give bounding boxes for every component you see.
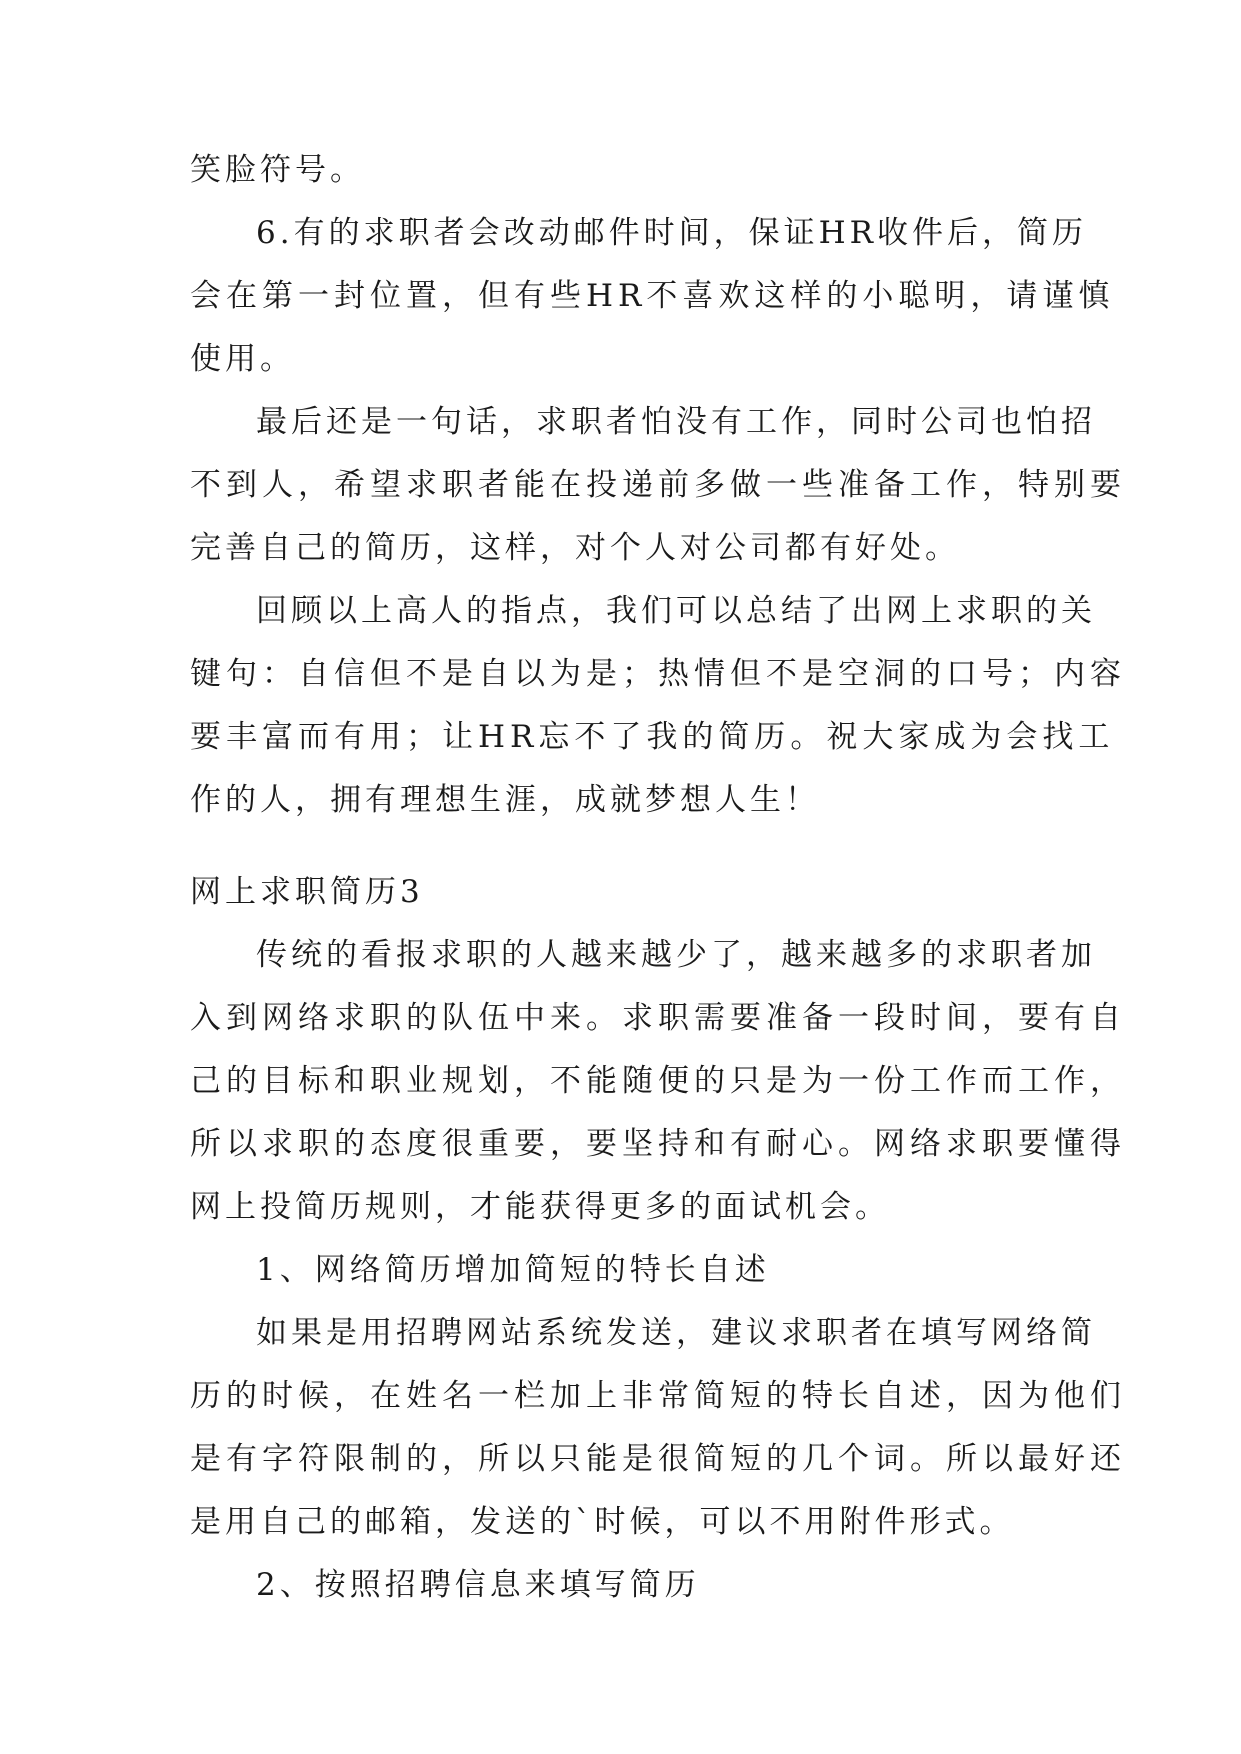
- text-line: 不到人，希望求职者能在投递前多做一些准备工作，特别要: [190, 467, 1126, 503]
- text-line: 使用。: [190, 341, 295, 377]
- text-line: 完善自己的简历，这样，对个人对公司都有好处。: [190, 530, 960, 566]
- text-line: 传统的看报求职的人越来越少了，越来越多的求职者加: [256, 937, 1096, 973]
- section-heading: 网上求职简历3: [190, 874, 424, 910]
- text-line: 所以求职的态度很重要，要坚持和有耐心。网络求职要懂得: [190, 1126, 1126, 1162]
- text-line: 历的时候，在姓名一栏加上非常简短的特长自述，因为他们: [190, 1378, 1126, 1414]
- text-line: 是有字符限制的，所以只能是很简短的几个词。所以最好还: [190, 1441, 1126, 1477]
- text-line: 入到网络求职的队伍中来。求职需要准备一段时间，要有自: [190, 1000, 1126, 1036]
- text-line: 最后还是一句话，求职者怕没有工作，同时公司也怕招: [256, 404, 1096, 440]
- text-line: 会在第一封位置，但有些HR不喜欢这样的小聪明，请谨慎: [190, 278, 1115, 314]
- text-line: 网上投简历规则，才能获得更多的面试机会。: [190, 1189, 890, 1225]
- text-line: 回顾以上高人的指点，我们可以总结了出网上求职的关: [256, 593, 1096, 629]
- text-line: 己的目标和职业规划，不能随便的只是为一份工作而工作，: [190, 1063, 1126, 1099]
- subheading: 2、按照招聘信息来填写简历: [256, 1567, 700, 1603]
- text-line: 笑脸符号。: [190, 152, 365, 188]
- text-line: 要丰富而有用；让HR忘不了我的简历。祝大家成为会找工: [190, 719, 1115, 755]
- text-line: 作的人，拥有理想生涯，成就梦想人生！: [190, 782, 820, 818]
- subheading: 1、网络简历增加简短的特长自述: [256, 1252, 770, 1288]
- text-line: 如果是用招聘网站系统发送，建议求职者在填写网络简: [256, 1315, 1096, 1351]
- text-line: 6.有的求职者会改动邮件时间，保证HR收件后，简历: [256, 215, 1087, 251]
- text-line: 键句：自信但不是自以为是；热情但不是空洞的口号；内容: [190, 656, 1126, 692]
- text-line: 是用自己的邮箱，发送的`时候，可以不用附件形式。: [190, 1504, 1015, 1540]
